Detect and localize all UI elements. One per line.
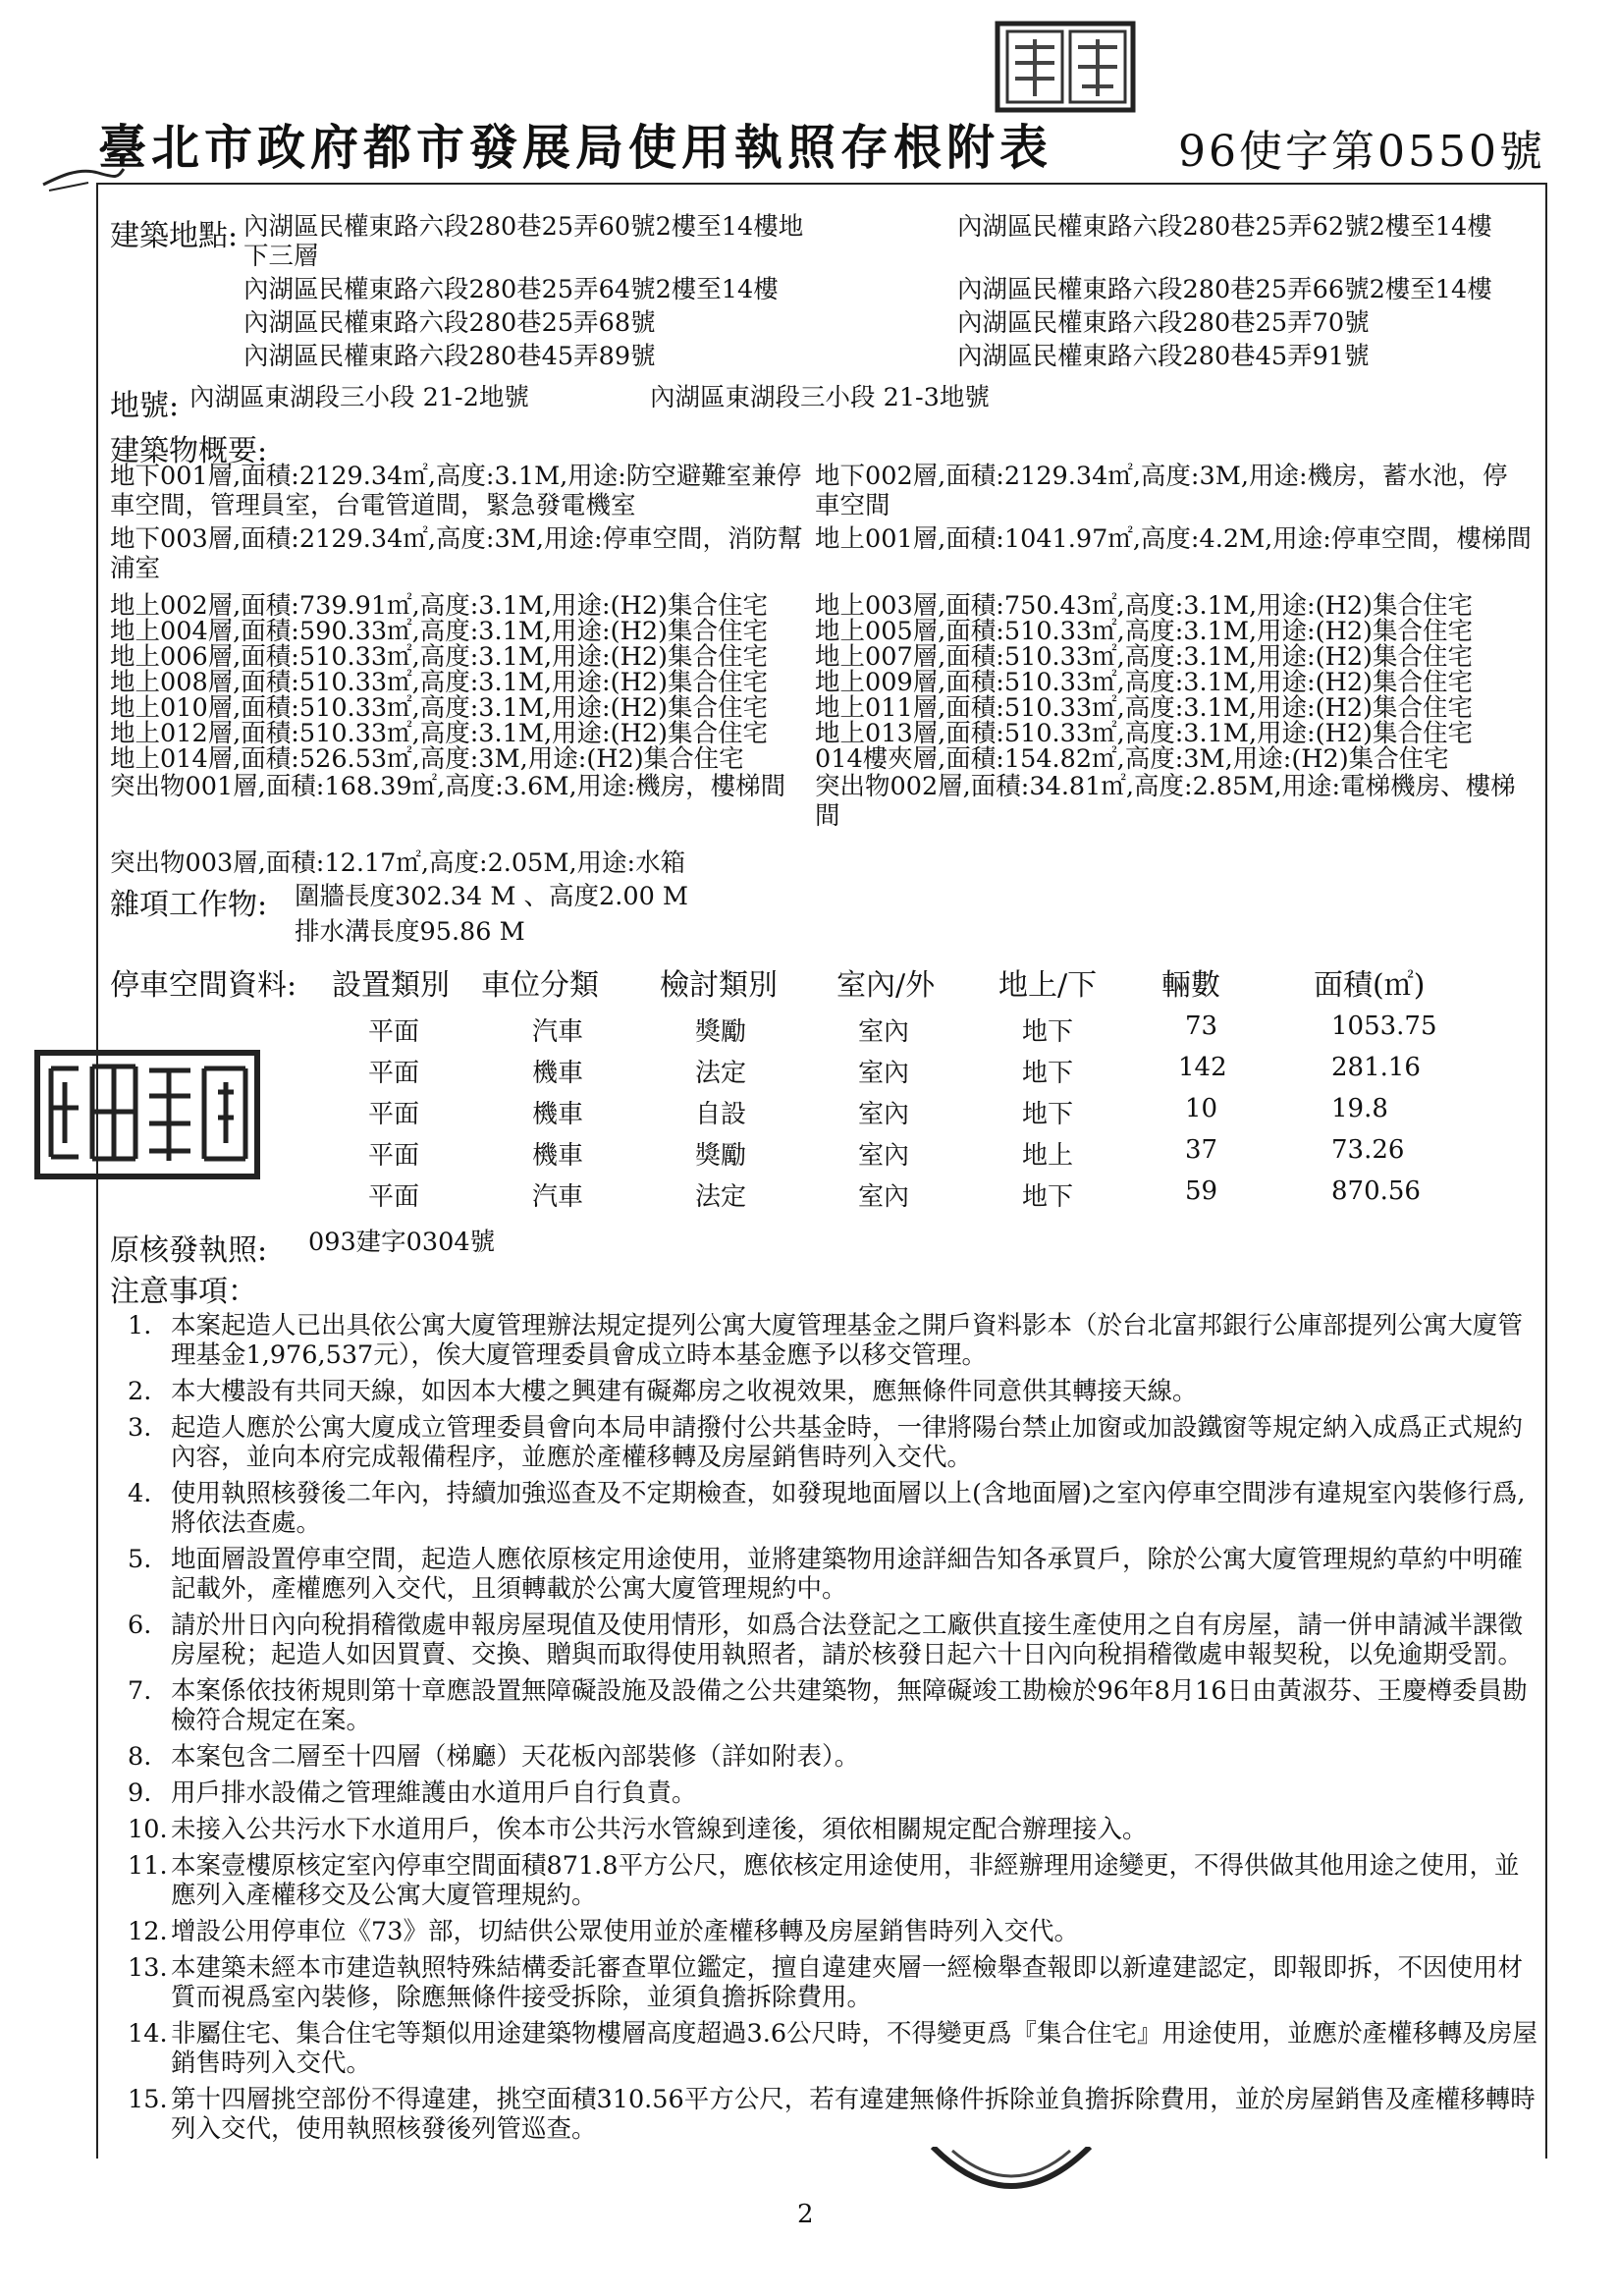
list-item [128,2085,1541,2144]
note-text: 未接入公共污水下水道用戶，俟本市公共污水管線到達後，須依相關規定配合辦理接入。 [171,1815,1148,1844]
floor-6f: 地上006層,面積:510.33㎡,高度:3.1M,用途:(H2)集合住宅 [110,642,769,672]
document-title: 臺北市政府都市發展局使用執照存根附表 [98,120,1053,176]
misc-works-line-1: 圍牆長度302.34 M 、高度2.00 M [295,882,689,911]
cell-review: 獎勵 [695,1141,747,1171]
floor-b1: 地下001層,面積:2129.34㎡,高度:3.1M,用途:防空避難室兼停車空間，管理員室，台電管道間，緊急發電機室 [110,462,802,520]
cell-indoor: 室內 [858,1017,910,1047]
list-item [128,1676,1541,1735]
lot-value-2: 內湖區東湖段三小段 21-3地號 [650,383,990,412]
cell-review: 法定 [695,1059,747,1088]
cell-indoor: 室內 [858,1182,910,1212]
cell-type: 機車 [532,1059,584,1088]
cell-level: 地上 [1022,1141,1074,1171]
notes-list [128,1311,1541,2151]
note-number: 10. [128,1815,168,1844]
list-item [128,1815,1541,1844]
note-number: 12. [128,1917,168,1946]
parking-header-setting: 設置類別 [332,968,450,1003]
floor-11f: 地上011層,面積:510.33㎡,高度:3.1M,用途:(H2)集合住宅 [815,693,1474,723]
note-number: 15. [128,2085,168,2114]
list-item [128,1917,1541,1946]
parking-header-level: 地上/下 [998,968,1098,1003]
cell-indoor: 室內 [858,1059,910,1088]
note-text: 本案起造人已出具依公寓大廈管理辦法規定提列公寓大廈管理基金之開戶資料影本（於台北富邦銀行公庫部提列公寓大廈管理基金1,976,537元），俟大廈管理委員會成立時本基金應予以移交管理。 [171,1311,1524,1370]
floor-12f: 地上012層,面積:510.33㎡,高度:3.1M,用途:(H2)集合住宅 [110,719,769,748]
note-number: 13. [128,1953,168,1983]
table-row [0,1011,1618,1047]
note-text: 本建築未經本市建造執照特殊結構委託審查單位鑑定，擅自違建夾層一經檢舉查報即以新違建認定，即報即拆，不因使用材質而視爲室內裝修，除應無條件接受拆除，並須負擔拆除費用。 [171,1953,1524,2012]
parking-header-type: 車位分類 [481,968,599,1003]
building-summary-label: 建築物概要: [110,434,268,468]
note-text: 增設公用停車位《73》部，切結供公眾使用並於產權移轉及房屋銷售時列入交代。 [171,1917,1079,1946]
cell-review: 法定 [695,1182,747,1212]
address-3: 內湖區民權東路六段280巷25弄64號2樓至14樓 [243,275,779,304]
cell-area: 870.56 [1331,1176,1421,1206]
note-number: 5. [128,1545,152,1574]
note-text: 第十四層挑空部份不得違建，挑空面積310.56平方公尺，若有違建無條件拆除並負擔拆除費用，並於房屋銷售及產權移轉時列入交代，使用執照核發後列管巡查。 [171,2085,1536,2144]
floor-b2: 地下002層,面積:2129.34㎡,高度:3M,用途:機房，蓄水池，停車空間 [815,462,1508,520]
cell-area: 73.26 [1331,1135,1405,1165]
cell-setting: 平面 [368,1017,420,1047]
cell-indoor: 室內 [858,1100,910,1129]
parking-header-area: 面積(㎡) [1314,968,1426,1003]
parking-header-row [0,960,1618,1003]
cell-setting: 平面 [368,1059,420,1088]
floor-7f: 地上007層,面積:510.33㎡,高度:3.1M,用途:(H2)集合住宅 [815,642,1474,672]
note-number: 8. [128,1742,152,1772]
note-number: 6. [128,1611,152,1640]
cell-setting: 平面 [368,1182,420,1212]
parking-header-review: 檢討類別 [660,968,778,1003]
floor-1f: 地上001層,面積:1041.97㎡,高度:4.2M,用途:停車空間，樓梯間 [815,524,1532,554]
cell-count: 142 [1178,1053,1227,1082]
note-number: 3. [128,1413,152,1443]
permit-number: 96使字第0550號 [1178,127,1545,177]
parking-label: 停車空間資料: [110,968,297,1003]
note-text: 非屬住宅、集合住宅等類似用途建築物樓層高度超過3.6公尺時，不得變更爲『集合住宅』用途使用，並應於產權移轉及房屋銷售時列入交代。 [171,2019,1538,2078]
cell-count: 10 [1185,1094,1218,1123]
note-text: 本案係依技術規則第十章應設置無障礙設施及設備之公共建築物，無障礙竣工勘檢於96年8月16日由黃淑芬、王慶樽委員勘檢符合規定在案。 [171,1676,1528,1735]
note-text: 本案壹樓原核定室內停車空間面積871.8平方公尺，應依核定用途使用，非經辦理用途變更，不得供做其他用途之使用，並應列入產權移交及公寓大廈管理規約。 [171,1851,1520,1910]
cell-review: 獎勵 [695,1017,747,1047]
location-label: 建築地點: [110,219,239,253]
address-1: 內湖區民權東路六段280巷25弄60號2樓至14樓地下三層 [243,212,804,271]
list-item [128,1479,1541,1538]
note-number: 1. [128,1311,152,1340]
floor-13f: 地上013層,面積:510.33㎡,高度:3.1M,用途:(H2)集合住宅 [815,719,1474,748]
list-item [128,1953,1541,2012]
note-text: 地面層設置停車空間，起造人應依原核定用途使用，並將建築物用途詳細告知各承買戶，除於公寓大廈管理規約草約中明確記載外，產權應列入交代，且須轉載於公寓大廈管理規約中。 [171,1545,1524,1604]
note-number: 2. [128,1377,152,1406]
misc-works-label: 雜項工作物: [110,888,268,922]
floor-10f: 地上010層,面積:510.33㎡,高度:3.1M,用途:(H2)集合住宅 [110,693,769,723]
list-item [128,1611,1541,1669]
note-text: 使用執照核發後二年內，持續加強巡查及不定期檢查，如發現地面層以上(含地面層)之室內停車空間涉有違規室內裝修行爲,將依法查處。 [171,1479,1526,1538]
cell-level: 地下 [1022,1017,1074,1047]
original-permit-label: 原核發執照: [110,1233,268,1268]
note-text: 起造人應於公寓大廈成立管理委員會向本局申請撥付公共基金時，一律將陽台禁止加窗或加設鐵窗等規定納入成爲正式規約內容，並向本府完成報備程序，並應於產權移轉及房屋銷售時列入交代。 [171,1413,1524,1472]
note-number: 9. [128,1778,152,1808]
cell-level: 地下 [1022,1182,1074,1212]
floor-5f: 地上005層,面積:510.33㎡,高度:3.1M,用途:(H2)集合住宅 [815,617,1474,646]
cell-area: 19.8 [1331,1094,1388,1123]
list-item [128,1778,1541,1808]
cell-area: 281.16 [1331,1053,1421,1082]
floor-14f: 地上014層,面積:526.53㎡,高度:3M,用途:(H2)集合住宅 [110,744,744,774]
address-6: 內湖區民權東路六段280巷25弄70號 [957,308,1370,338]
list-item [128,1413,1541,1472]
cell-count: 59 [1185,1176,1218,1206]
cell-count: 37 [1185,1135,1218,1165]
table-row [0,1176,1618,1212]
lot-value-1: 內湖區東湖段三小段 21-2地號 [189,383,529,412]
seal-stamp-left [33,1049,261,1180]
note-number: 11. [128,1851,168,1881]
floor-roof-1: 突出物001層,面積:168.39㎡,高度:3.6M,用途:機房，樓梯間 [110,772,786,801]
floor-roof-2: 突出物002層,面積:34.81㎡,高度:2.85M,用途:電梯機房、樓梯間 [815,772,1516,831]
floor-9f: 地上009層,面積:510.33㎡,高度:3.1M,用途:(H2)集合住宅 [815,668,1474,697]
cell-count: 73 [1185,1011,1218,1041]
note-text: 用戶排水設備之管理維護由水道用戶自行負責。 [171,1778,697,1808]
lot-label: 地號: [110,389,180,423]
parking-header-count: 輛數 [1161,968,1220,1003]
cell-area: 1053.75 [1331,1011,1437,1041]
cell-type: 機車 [532,1141,584,1171]
floor-roof-3: 突出物003層,面積:12.17㎡,高度:2.05M,用途:水箱 [110,848,686,878]
note-text: 請於卅日內向稅捐稽徵處申報房屋現值及使用情形，如爲合法登記之工廠供直接生產使用之自有房屋，請一併申請減半課徵房屋稅；起造人如因買賣、交換、贈與而取得使用執照者，請於核發日起六十日內向稅捐稽徵處申報契稅，以免逾期受罰。 [171,1611,1524,1669]
note-number: 7. [128,1676,152,1706]
seal-stamp-bottom [923,2147,1100,2206]
original-permit-value: 093建字0304號 [308,1228,496,1257]
list-item [128,1311,1541,1370]
note-text: 本大樓設有共同天線，如因本大樓之興建有礙鄰房之收視效果，應無條件同意供其轉接天線。 [171,1377,1198,1406]
cell-level: 地下 [1022,1100,1074,1129]
floor-8f: 地上008層,面積:510.33㎡,高度:3.1M,用途:(H2)集合住宅 [110,668,769,697]
floor-b3: 地下003層,面積:2129.34㎡,高度:3M,用途:停車空間，消防幫浦室 [110,524,803,583]
address-2: 內湖區民權東路六段280巷25弄62號2樓至14樓 [957,212,1492,242]
note-number: 14. [128,2019,168,2049]
misc-works-line-2: 排水溝長度95.86 M [295,917,525,947]
list-item [128,1851,1541,1910]
seal-stamp-top [992,18,1139,116]
address-4: 內湖區民權東路六段280巷25弄66號2樓至14樓 [957,275,1492,304]
address-7: 內湖區民權東路六段280巷45弄89號 [243,342,656,371]
list-item [128,1742,1541,1772]
cell-setting: 平面 [368,1141,420,1171]
note-number: 4. [128,1479,152,1508]
floor-3f: 地上003層,面積:750.43㎡,高度:3.1M,用途:(H2)集合住宅 [815,591,1474,621]
list-item [128,1377,1541,1406]
cell-type: 汽車 [532,1017,584,1047]
parking-header-indoor: 室內/外 [836,968,936,1003]
list-item [128,1545,1541,1604]
notes-label: 注意事項： [110,1275,257,1309]
cell-review: 自設 [695,1100,747,1129]
cell-level: 地下 [1022,1059,1074,1088]
cell-setting: 平面 [368,1100,420,1129]
floor-14f-mezzanine: 014樓夾層,面積:154.82㎡,高度:3M,用途:(H2)集合住宅 [815,744,1449,774]
page-number: 2 [797,2200,814,2229]
cell-type: 機車 [532,1100,584,1129]
address-8: 內湖區民權東路六段280巷45弄91號 [957,342,1370,371]
list-item [128,2019,1541,2078]
floor-4f: 地上004層,面積:590.33㎡,高度:3.1M,用途:(H2)集合住宅 [110,617,769,646]
note-text: 本案包含二層至十四層（梯廳）天花板內部裝修（詳如附表）。 [171,1742,860,1772]
address-5: 內湖區民權東路六段280巷25弄68號 [243,308,656,338]
cell-type: 汽車 [532,1182,584,1212]
cell-indoor: 室內 [858,1141,910,1171]
floor-2f: 地上002層,面積:739.91㎡,高度:3.1M,用途:(H2)集合住宅 [110,591,769,621]
